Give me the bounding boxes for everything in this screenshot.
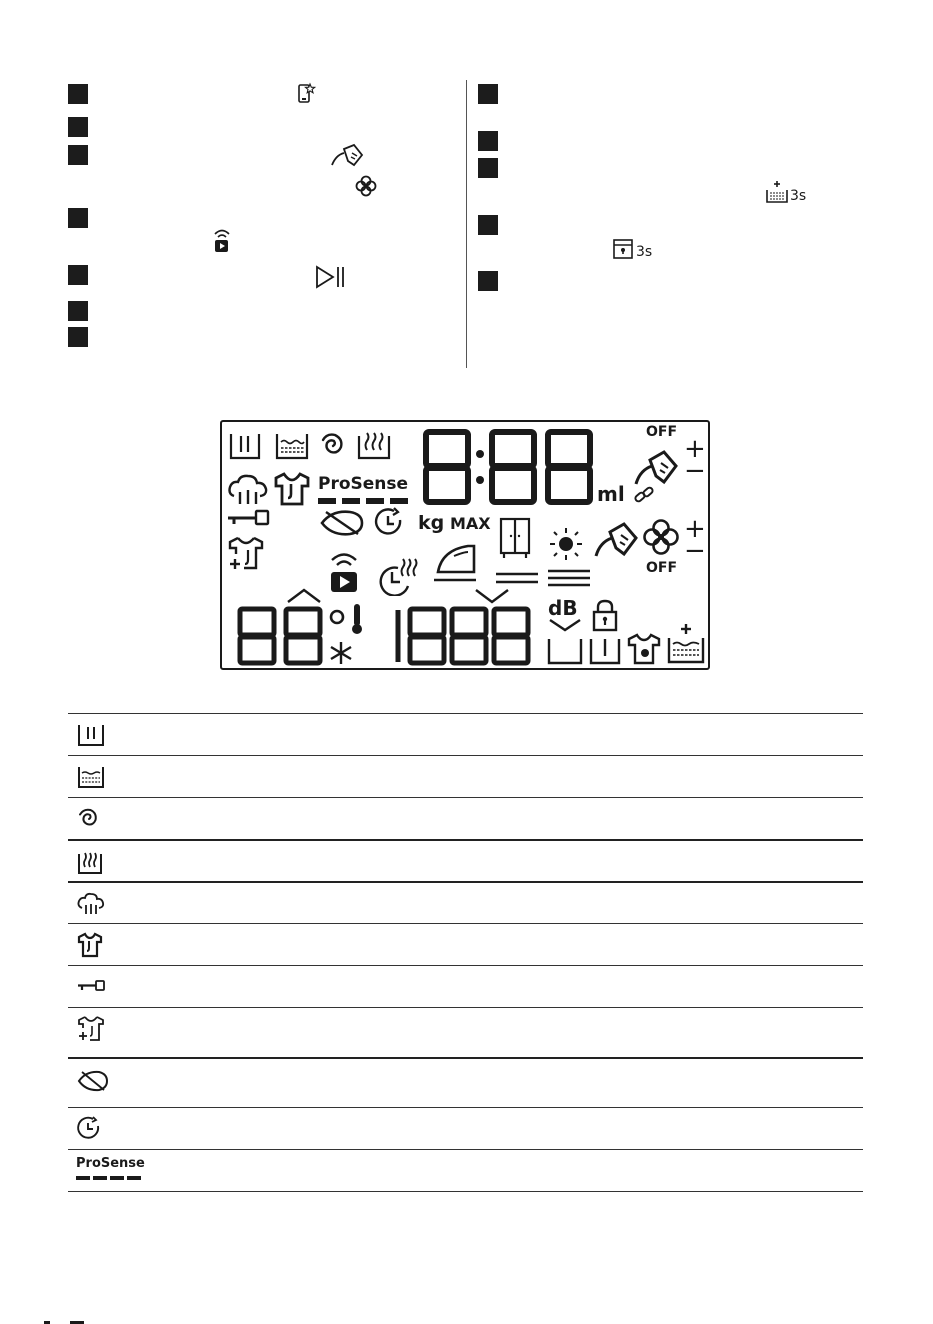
- legend-row-prewash: [68, 713, 863, 756]
- max-label: MAX: [450, 514, 491, 533]
- door-lock-icon: [590, 598, 620, 634]
- callout-1-badge: [68, 84, 88, 104]
- callout-10-badge: [478, 158, 498, 178]
- dose-plus-top: +: [684, 434, 706, 464]
- key-lock-icon: [226, 508, 270, 530]
- prosense-row-label: ProSense: [76, 1156, 145, 1171]
- prosense-dash-3: [366, 498, 384, 504]
- column-divider: [466, 80, 467, 368]
- callout-2-badge: [68, 117, 88, 137]
- callout-8-badge: [478, 84, 498, 104]
- play-pause-icon: [314, 264, 346, 290]
- stain-shirt-icon: [626, 632, 662, 666]
- softener-dose-icon: [592, 518, 640, 558]
- spiral-icon: [318, 430, 348, 462]
- dose-plus-bottom: +: [684, 514, 706, 544]
- lcd-display-panel: [220, 420, 710, 670]
- time-display-digits: [418, 426, 598, 510]
- callout-12-badge: [478, 271, 498, 291]
- legend-row-time-delay: [68, 1107, 863, 1150]
- extra-rinse-icon: [666, 622, 706, 666]
- prewash-tub-icon: [76, 722, 106, 748]
- prosense-row-dash-4: [127, 1176, 141, 1180]
- child-lock-hold-label: 3s: [636, 244, 653, 260]
- callout-9-badge: [478, 131, 498, 151]
- legend-bottom-rule: [68, 1191, 863, 1192]
- prewash-tub-icon: [228, 430, 262, 462]
- detergent-dose-icon: [330, 143, 366, 167]
- spin-speed-digits: [390, 606, 540, 666]
- sun-dry-icon: [548, 526, 584, 562]
- single-bar-tub-icon: [588, 636, 622, 666]
- shirt-plus-icon: [226, 534, 266, 574]
- remote-start-icon: [211, 226, 233, 254]
- kg-unit-label: kg: [418, 512, 445, 534]
- soak-icon: [76, 764, 106, 790]
- callout-11-badge: [478, 215, 498, 235]
- callout-6-badge: [68, 301, 88, 321]
- off-top-label: OFF: [646, 424, 678, 440]
- prosense-dash-4: [390, 498, 408, 504]
- legend-row-soak: [68, 755, 863, 798]
- legend-row-steam-cloud: [68, 881, 863, 925]
- iron-icon: [430, 540, 480, 586]
- remote-start-icon: [326, 548, 362, 596]
- prosense-row-dash-2: [93, 1176, 107, 1180]
- softener-flower-icon: [642, 518, 680, 556]
- steam-icon: [76, 848, 104, 876]
- prosense-lcd-label: ProSense: [318, 474, 409, 494]
- temperature-digits: [236, 606, 328, 666]
- night-tub-icon: [546, 636, 584, 666]
- legend-row-prosense: [68, 1149, 863, 1192]
- callout-7-badge: [68, 327, 88, 347]
- prosense-row-dash-3: [110, 1176, 124, 1180]
- chevron-up-icon: [286, 588, 322, 604]
- shirt-plus-icon: [76, 1014, 106, 1044]
- soak-icon: [274, 430, 310, 462]
- extra-dry-lines-icon: [546, 568, 592, 588]
- steam-cloud-icon: [76, 891, 106, 917]
- legend-row-shirt: [68, 923, 863, 966]
- eco-leaf-icon: [76, 1069, 110, 1093]
- steam-cloud-icon: [226, 472, 270, 508]
- callout-4-badge: [68, 208, 88, 228]
- shirt-icon: [76, 931, 104, 959]
- legend-row-key-lock: [68, 965, 863, 1008]
- ml-unit-label: ml: [597, 482, 625, 506]
- time-delay-icon: [372, 506, 408, 540]
- thermometer-icon: [348, 602, 366, 636]
- callout-5-badge: [68, 265, 88, 285]
- off-bottom-label: OFF: [646, 560, 678, 576]
- dose-minus-bottom: −: [684, 536, 706, 566]
- timed-steam-icon: [378, 556, 420, 596]
- db-chevron-icon: [548, 618, 582, 632]
- extra-rinse-hold-label: 3s: [790, 188, 807, 204]
- db-label: dB: [548, 596, 578, 620]
- extra-rinse-icon: [764, 180, 790, 206]
- legend-row-spiral: [68, 797, 863, 840]
- chevron-down-icon: [474, 588, 510, 604]
- smartphone-star-icon: [296, 82, 318, 106]
- cold-star-icon: [328, 640, 354, 666]
- child-lock-icon: [612, 238, 634, 260]
- link-chain-icon: [632, 484, 656, 506]
- eco-leaf-icon: [318, 508, 366, 538]
- steam-icon: [356, 428, 392, 462]
- softener-flower-icon: [355, 175, 377, 197]
- shirt-icon: [272, 470, 312, 508]
- time-delay-icon: [76, 1115, 104, 1143]
- wardrobe-icon: [498, 516, 532, 560]
- dose-minus-top: −: [684, 456, 706, 486]
- spiral-icon: [76, 806, 102, 832]
- detergent-dose-icon: [632, 446, 680, 486]
- prosense-dash-1: [318, 498, 336, 504]
- prosense-dash-2: [342, 498, 360, 504]
- degree-dot-icon: [328, 608, 346, 626]
- prosense-row-dash-1: [76, 1176, 90, 1180]
- key-lock-icon: [76, 978, 106, 994]
- legend-row-shirt-plus: [68, 1007, 863, 1058]
- legend-row-eco: [68, 1057, 863, 1109]
- line-dry-icon: [494, 570, 540, 586]
- callout-3-badge: [68, 145, 88, 165]
- legend-row-steam: [68, 839, 863, 883]
